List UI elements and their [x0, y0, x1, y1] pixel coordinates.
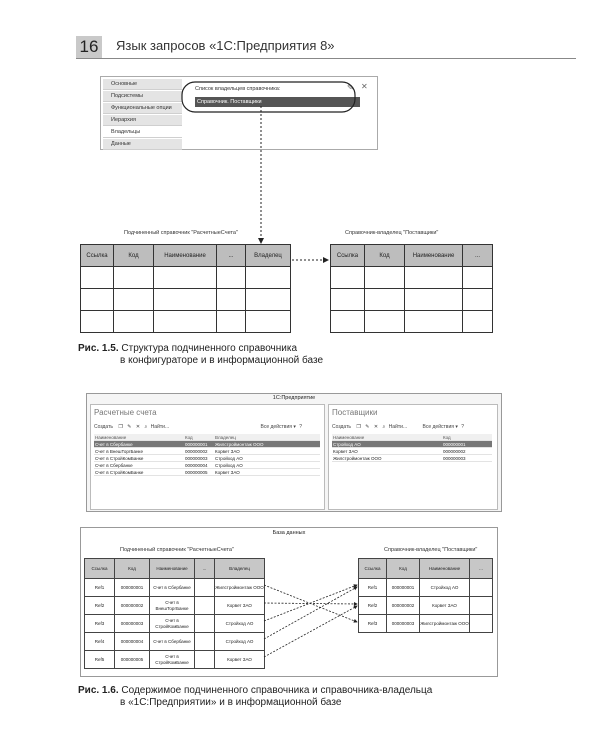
db-cell: 000000005	[115, 651, 150, 669]
grid-header-cell: ...	[217, 245, 246, 267]
config-nav-item[interactable]: Данные	[103, 139, 182, 150]
db-header-cell: Ссылка	[85, 559, 115, 579]
db-cell: Счет в СтройКомБанке	[150, 651, 195, 669]
list-header-cell: Владелец	[214, 434, 320, 441]
list-cell: Стройход АО	[214, 455, 320, 462]
accounts-actions-button[interactable]: Все действия ▾	[260, 424, 296, 430]
fig16-label: Рис. 1.6.	[78, 685, 119, 696]
db-left-caption: Подчиненный справочник "РасчетныеСчета"	[120, 547, 234, 553]
fig16-caption-line1: Содержимое подчиненного справочника и справочника-владельца	[121, 685, 433, 696]
list-cell: 000000003	[184, 455, 214, 462]
grid-header-cell: Код	[365, 245, 405, 267]
list-cell: Жилстроймонтаж ООО	[332, 455, 442, 462]
running-title: Язык запросов «1С:Предприятия 8»	[116, 38, 335, 53]
suppliers-search-icon[interactable]: ⌕	[382, 424, 386, 430]
list-cell: Жилстроймонтаж ООО	[214, 441, 320, 448]
list-cell: Счет в СтройКомБанке	[94, 469, 184, 476]
db-cell: 000000001	[115, 579, 150, 597]
grid-header-cell: Ссылка	[331, 245, 365, 267]
database-title: База данных	[272, 530, 306, 536]
owners-list-header: Список владельцев справочника:	[195, 86, 281, 92]
pencil-icon[interactable]: ✎	[347, 83, 354, 92]
db-cell: Счет в Сбербанке	[150, 633, 195, 651]
fig15-right-caption: Справочник-владелец "Поставщики"	[345, 230, 439, 236]
accounts-create-button[interactable]: Создать	[94, 424, 114, 430]
fig15-caption-line2: в конфигураторе и в информационной базе	[120, 355, 324, 366]
fig16-caption	[78, 685, 578, 709]
db-cell: Ref3	[359, 615, 387, 633]
db-cell: 000000002	[387, 597, 420, 615]
list-cell: Счет в ВнешТоргБанке	[94, 448, 184, 455]
list-header-cell: Наименование	[332, 434, 442, 441]
db-header-cell: Код	[115, 559, 150, 579]
suppliers-edit-icon[interactable]: ✎	[365, 424, 370, 430]
db-cell: Ref2	[85, 597, 115, 615]
db-header-cell: Код	[387, 559, 420, 579]
suppliers-title: Поставщики	[332, 408, 378, 417]
config-nav-item[interactable]: Функциональные опции	[103, 103, 182, 114]
db-cell: 000000003	[387, 615, 420, 633]
fig16-caption-line2: в «1С:Предприятии» и в информационной базе	[120, 697, 342, 708]
db-cell: 000000003	[115, 615, 150, 633]
grid-header-cell: Наименование	[405, 245, 463, 267]
list-cell: Счет в СтройКомБанке	[94, 455, 184, 462]
db-cell: 000000001	[387, 579, 420, 597]
db-right-caption: Справочник-владелец "Поставщики"	[384, 547, 478, 553]
fig15-caption-line1: Структура подчиненного справочника	[121, 343, 298, 354]
db-cell: Ref3	[85, 615, 115, 633]
config-nav-item[interactable]: Иерархия	[103, 115, 182, 126]
grid-header-cell: ...	[463, 245, 493, 267]
db-cell: Жилстроймонтаж ООО	[420, 615, 470, 633]
suppliers-help-icon[interactable]: ?	[461, 424, 465, 430]
list-cell: Корвет ЗАО	[332, 448, 442, 455]
fig15-label: Рис. 1.5.	[78, 343, 119, 354]
accounts-help-icon[interactable]: ?	[299, 424, 303, 430]
config-nav-item[interactable]: Основные	[103, 79, 182, 90]
db-cell: Ref1	[359, 579, 387, 597]
db-header-cell: Ссылка	[359, 559, 387, 579]
accounts-edit-icon[interactable]: ✎	[127, 424, 132, 430]
list-cell: Счет в Сбербанке	[94, 462, 184, 469]
grid-header-cell: Ссылка	[81, 245, 114, 267]
list-cell: 000000002	[442, 448, 492, 455]
db-cell: 000000002	[115, 597, 150, 615]
db-cell: Корвет ЗАО	[420, 597, 470, 615]
accounts-delete-icon[interactable]: ✕	[135, 424, 141, 430]
db-cell: Стройход АО	[420, 579, 470, 597]
enterprise-title: 1С:Предприятие	[272, 395, 316, 401]
list-cell: 000000003	[442, 455, 492, 462]
db-cell: Стройход АО	[215, 615, 265, 633]
list-cell: 000000005	[184, 469, 214, 476]
config-nav-item[interactable]: Подсистемы	[103, 91, 182, 102]
grid-header-cell: Код	[114, 245, 154, 267]
list-cell: Счет в Сбербанке	[94, 441, 184, 448]
db-cell: Счет в Сбербанке	[150, 579, 195, 597]
grid-header-cell: Владелец	[246, 245, 291, 267]
db-cell: Стройход АО	[215, 633, 265, 651]
list-header-cell: Код	[442, 434, 492, 441]
accounts-search-icon[interactable]: ⌕	[144, 424, 148, 430]
list-cell: Стройход АО	[332, 441, 442, 448]
db-header-cell: ...	[470, 559, 493, 579]
page-number: 16	[76, 36, 102, 58]
suppliers-find-button[interactable]: Найти...	[388, 424, 408, 430]
db-cell: Ref5	[85, 651, 115, 669]
db-cell: Ref4	[85, 633, 115, 651]
config-nav-item[interactable]: Владельцы	[103, 127, 182, 138]
db-header-cell: ...	[195, 559, 215, 579]
list-cell: Стройход АО	[214, 462, 320, 469]
db-cell: Корвет ЗАО	[215, 651, 265, 669]
list-cell: 000000002	[184, 448, 214, 455]
db-cell: Жилстроймонтаж ООО	[215, 579, 265, 597]
db-header-cell: Владелец	[215, 559, 265, 579]
list-cell: Корвет ЗАО	[214, 448, 320, 455]
suppliers-delete-icon[interactable]: ✕	[373, 424, 379, 430]
delete-icon[interactable]: ✕	[361, 82, 368, 91]
accounts-title: Расчетные счета	[94, 408, 157, 417]
suppliers-copy-icon[interactable]: ❐	[356, 424, 361, 430]
list-cell: Корвет ЗАО	[214, 469, 320, 476]
owner-selected-item[interactable]: Справочник. Поставщики	[195, 97, 360, 107]
db-cell: 000000004	[115, 633, 150, 651]
db-cell: Ref1	[85, 579, 115, 597]
db-header-cell: Наименование	[420, 559, 470, 579]
accounts-find-button[interactable]: Найти...	[150, 424, 170, 430]
fig15-left-caption: Подчиненный справочник "РасчетныеСчета"	[124, 230, 238, 236]
list-cell: 000000001	[184, 441, 214, 448]
db-cell: Корвет ЗАО	[215, 597, 265, 615]
suppliers-create-button[interactable]: Создать	[332, 424, 352, 430]
list-cell: 000000004	[184, 462, 214, 469]
db-cell: Счет в ВнешТоргБанке	[150, 597, 195, 615]
list-header-cell: Наименование	[94, 434, 184, 441]
grid-header-cell: Наименование	[154, 245, 217, 267]
list-header-cell: Код	[184, 434, 214, 441]
db-cell: Ref2	[359, 597, 387, 615]
db-cell: Счет в СтройКомБанке	[150, 615, 195, 633]
suppliers-actions-button[interactable]: Все действия ▾	[422, 424, 458, 430]
accounts-copy-icon[interactable]: ❐	[118, 424, 123, 430]
db-header-cell: Наименование	[150, 559, 195, 579]
list-cell: 000000001	[442, 441, 492, 448]
